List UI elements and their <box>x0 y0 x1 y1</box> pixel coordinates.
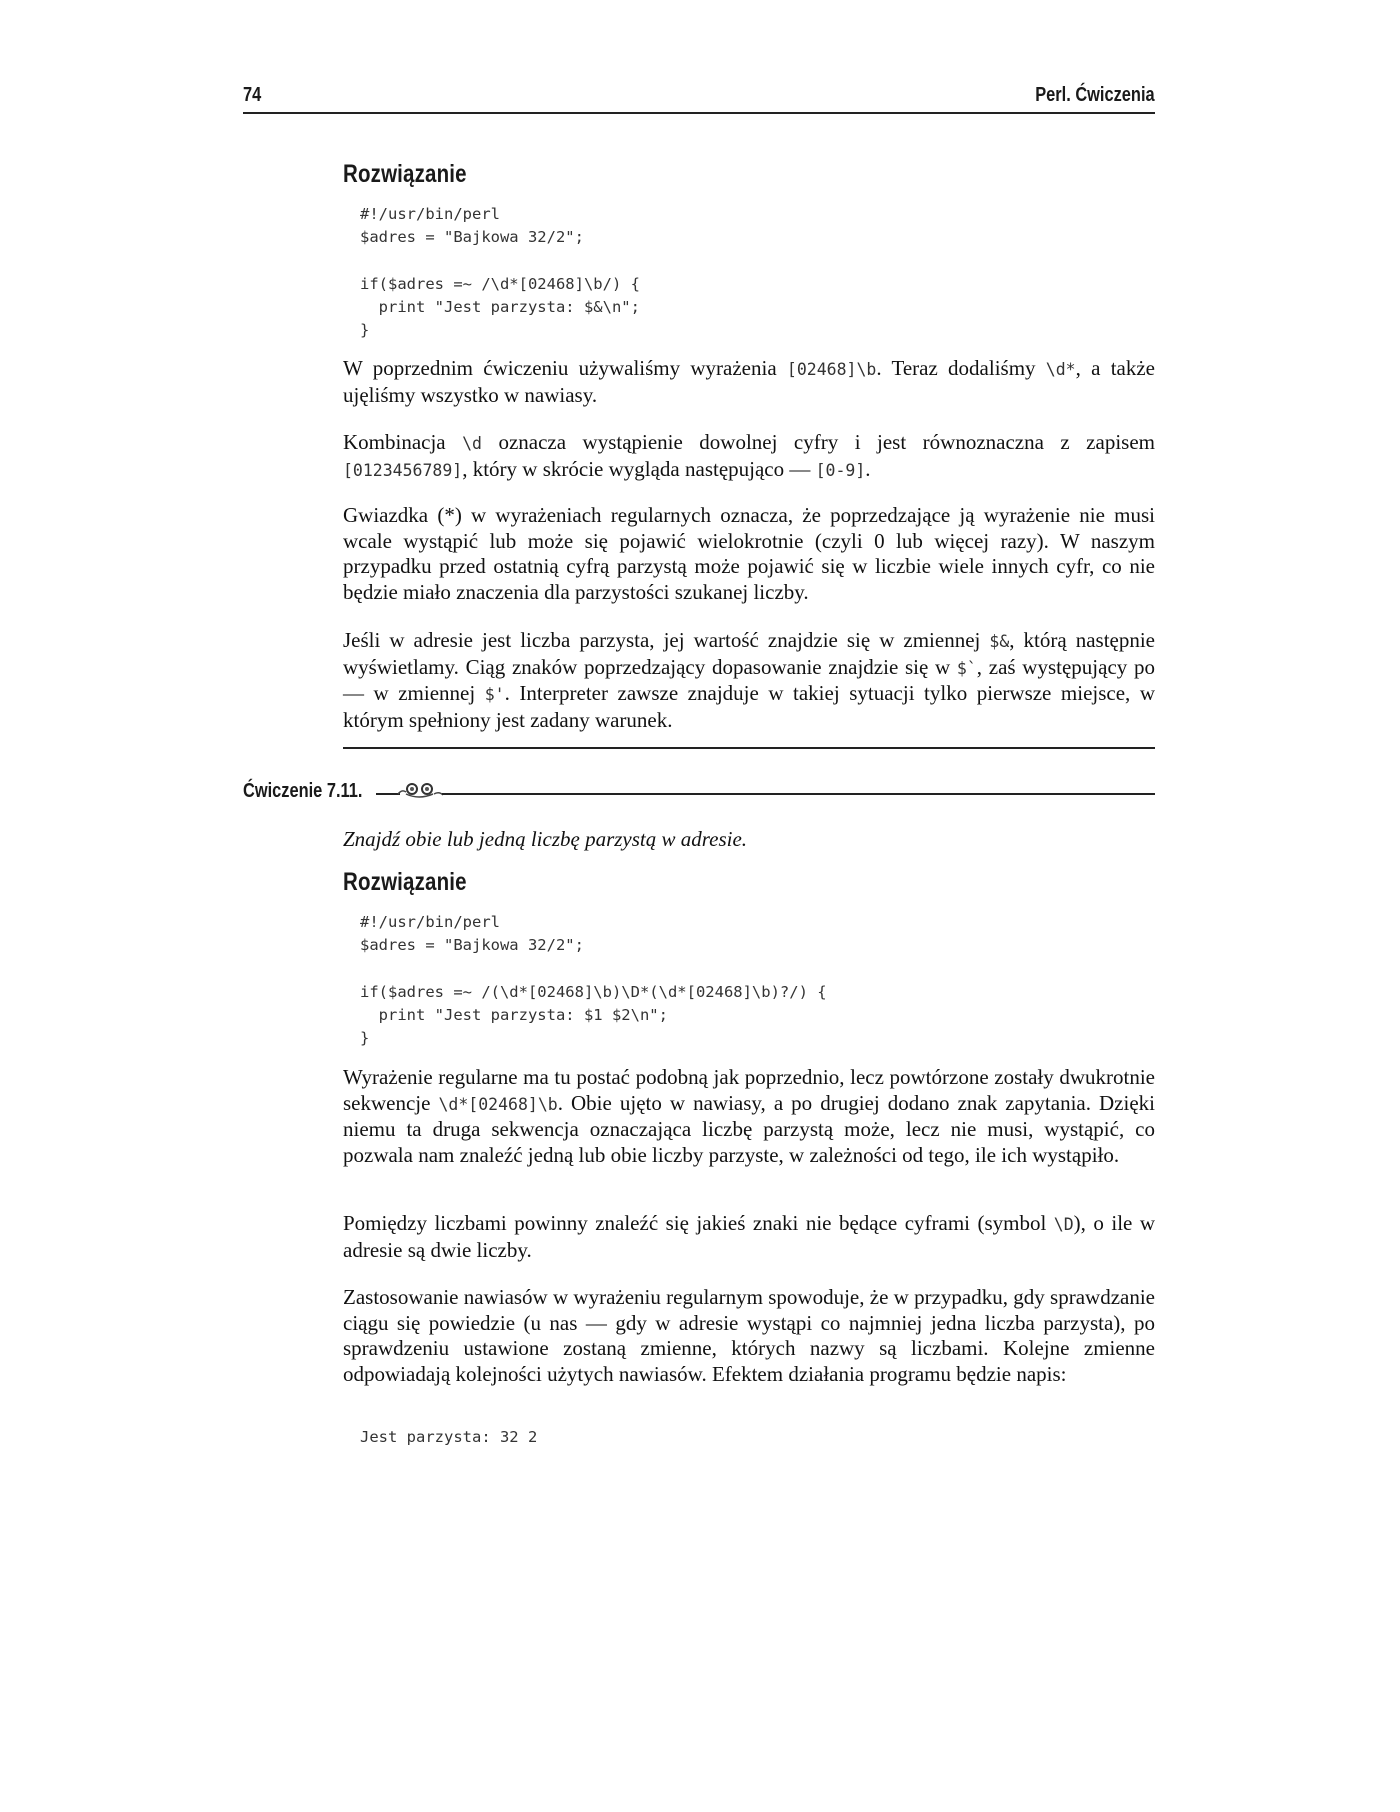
paragraph: W poprzednim ćwiczeniu używaliśmy wyrażenia [02468]\b. Teraz dodaliśmy \d*, a także ujęliśmy wszystko w nawiasy. <box>343 356 1155 407</box>
inline-code: [0-9] <box>815 460 866 480</box>
paragraph: Kombinacja \d oznacza wystąpienie dowolnej cyfry i jest równoznaczna z zapisem [0123456789], który w skrócie wygląda następująco — [0-9]. <box>343 430 1155 481</box>
inline-code: \D <box>1053 1215 1074 1234</box>
page-number: 74 <box>243 84 262 106</box>
solution-heading: Rozwiązanie <box>343 868 467 896</box>
inline-code: \d* <box>1045 360 1076 379</box>
code-listing: #!/usr/bin/perl $adres = "Bajkowa 32/2"; if($adres =~ /(\d*[02468]\b)\D*(\d*[02468]\b)?/) { print "Jest parzysta: $1 $2\n"; } <box>360 913 827 1048</box>
inline-code: \d*[02468]\b <box>438 1094 558 1114</box>
solution-heading: Rozwiązanie <box>343 160 467 188</box>
exercise-rule <box>456 793 1155 795</box>
book-title: Perl. Ćwiczenia <box>1035 84 1155 106</box>
inline-code: $& <box>989 632 1010 651</box>
paragraph: Pomiędzy liczbami powinny znaleźć się jakieś znaki nie będące cyframi (symbol \D), o ile w adresie są dwie liczby. <box>343 1211 1155 1262</box>
inline-code: [02468]\b <box>786 360 877 379</box>
paragraph: Jeśli w adresie jest liczba parzysta, jej wartość znajdzie się w zmiennej $&, którą następnie wyświetlamy. Ciąg znaków poprzedzający dopasowanie znajdzie się w $`, zaś występujący po — w zmiennej $'. Interpreter zawsze znajduje w takiej sytuacji tylko pierwsze miejsce, w którym spełniony jest zadany warunek. <box>343 628 1156 732</box>
exercise-ornament-icon <box>376 778 456 806</box>
exercise-label: Ćwiczenie 7.11. <box>243 780 363 802</box>
inline-code: $` <box>956 658 977 678</box>
running-header <box>243 84 1155 114</box>
exercise-task: Znajdź obie lub jedną liczbę parzystą w adresie. <box>343 827 748 851</box>
section-divider <box>343 747 1155 749</box>
paragraph: Wyrażenie regularne ma tu postać podobną jak poprzednio, lecz powtórzone zostały dwukrotnie sekwencje \d*[02468]\b. Obie ujęto w nawiasy, a po drugiej dodano znak zapytania. Dzięki niemu ta druga sekwencja oznaczająca liczbę parzystą może, lecz nie musi, wystąpić, co pozwala nam znaleźć jedną lub obie liczby parzyste, w zależności od tego, ile ich wystąpiło. <box>343 1065 1155 1167</box>
inline-code: \d <box>462 434 482 453</box>
code-listing: #!/usr/bin/perl $adres = "Bajkowa 32/2"; if($adres =~ /\d*[02468]\b/) { print "Jest parzysta: $&\n"; } <box>360 205 640 340</box>
inline-code: $' <box>484 685 505 705</box>
paragraph: Zastosowanie nawiasów w wyrażeniu regularnym spowoduje, że w przypadku, gdy sprawdzanie ciągu się powiedzie (u nas — gdy w adresie wystąpi co najmniej jedna liczba parzysta), po sprawdzeniu ustawione zostaną zmienne, których nazwy są liczbami. Kolejne zmienne odpowiadają kolejności użytych nawiasów. Efektem działania programu będzie napis: <box>343 1285 1155 1386</box>
paragraph: Gwiazdka (*) w wyrażeniach regularnych oznacza, że poprzedzające ją wyrażenie nie musi wcale wystąpić lub może się pojawić wielokrotnie (czyli 0 lub więcej razy). W naszym przypadku przed ostatnią cyfrą parzystą może pojawić się w liczbie wiele innych cyfr, co nie będzie miało znaczenia dla parzystości szukanej liczby. <box>343 503 1155 604</box>
exercise-header <box>243 778 1155 808</box>
program-output: Jest parzysta: 32 2 <box>360 1428 538 1446</box>
inline-code: [0123456789] <box>343 460 463 480</box>
